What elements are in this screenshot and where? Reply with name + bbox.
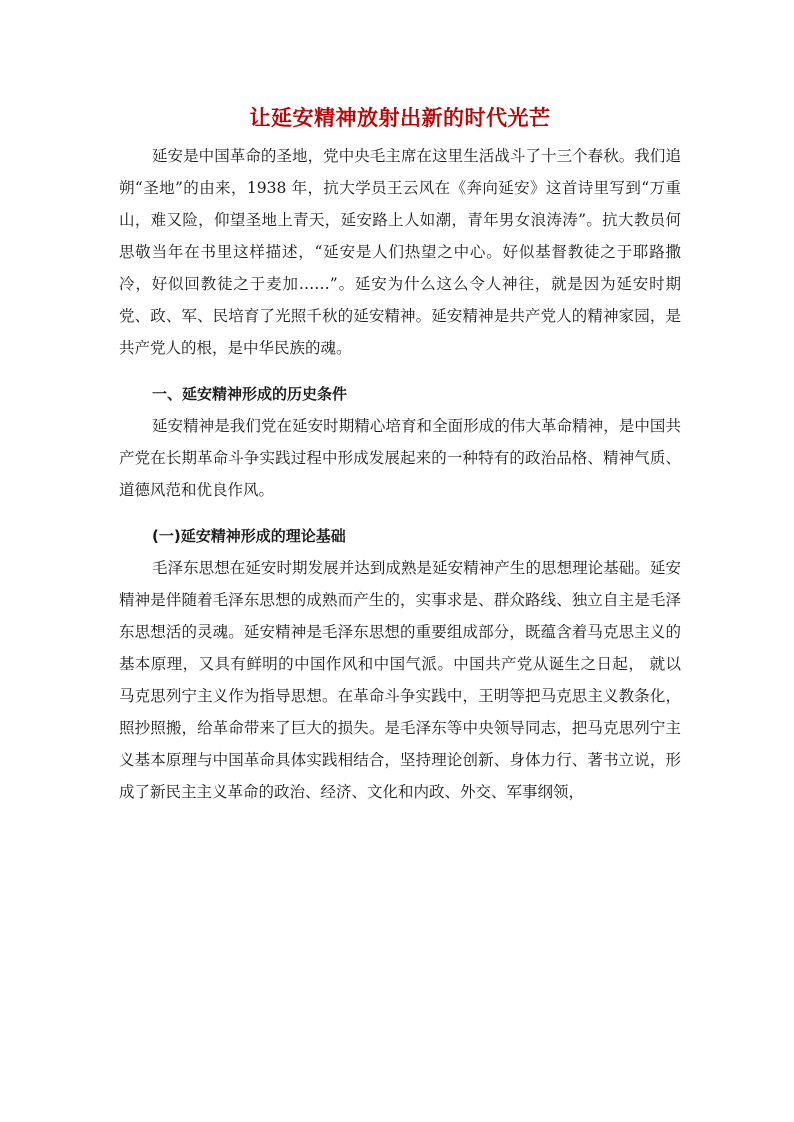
intro-paragraph: 延安是中国革命的圣地，党中央毛主席在这里生活战斗了十三个春秋。我们追朔“圣地”的由来，1938 年，抗大学员王云风在《奔向延安》这首诗里写到“万重山，难又险，仰望圣地上青天，延安路上人如潮，青年男女浪涛涛”。抗大教员何思敬当年在书里这样描述，“延安是人们热望之中心。好似基督教徒之于耶路撒冷，好似回教徒之于麦加……”。延安为什么这么令人神往，就是因为延安时期党、政、军、民培育了光照千秋的延安精神。延安精神是共产党人的精神家园，是共产党人的根，是中华民族的魂。 bbox=[119, 147, 681, 357]
subsection-paragraph-theoretical-basis: 毛泽东思想在延安时期发展并达到成熟是延安精神产生的思想理论基础。延安精神是伴随着毛泽东思想的成熟而产生的，实事求是、群众路线、独立自主是毛泽东思想活的灵魂。延安精神是毛泽东思想的重要组成部分，既蕴含着马克思主义的基本原理，又具有鲜明的中国作风和中国气派。中国共产党从诞生之日起， 就以马克思列宁主义作为指导思想。在革命斗争实践中，王明等把马克思主义教条化，照抄照搬，给革命带来了巨大的损失。是毛泽东等中央领导同志，把马克思列宁主义基本原理与中国革命具体实践相结合，坚持理论创新、身体力行、著书立说，形成了新民主主义革命的政治、经济、文化和内政、外交、军事纲领， bbox=[119, 559, 681, 801]
document-page bbox=[119, 100, 681, 808]
section-paragraph-historical-conditions: 延安精神是我们党在延安时期精心培育和全面形成的伟大革命精神，是中国共产党在长期革命斗争实践过程中形成发展起来的一种特有的政治品格、精神气质、道德风范和优良作风。 bbox=[119, 417, 681, 499]
subsection-heading-theoretical-basis: (一)延安精神形成的理论基础 bbox=[152, 527, 346, 545]
section-heading-historical-conditions: 一、延安精神形成的历史条件 bbox=[152, 385, 348, 403]
document-title: 让延安精神放射出新的时代光芒 bbox=[249, 106, 551, 130]
